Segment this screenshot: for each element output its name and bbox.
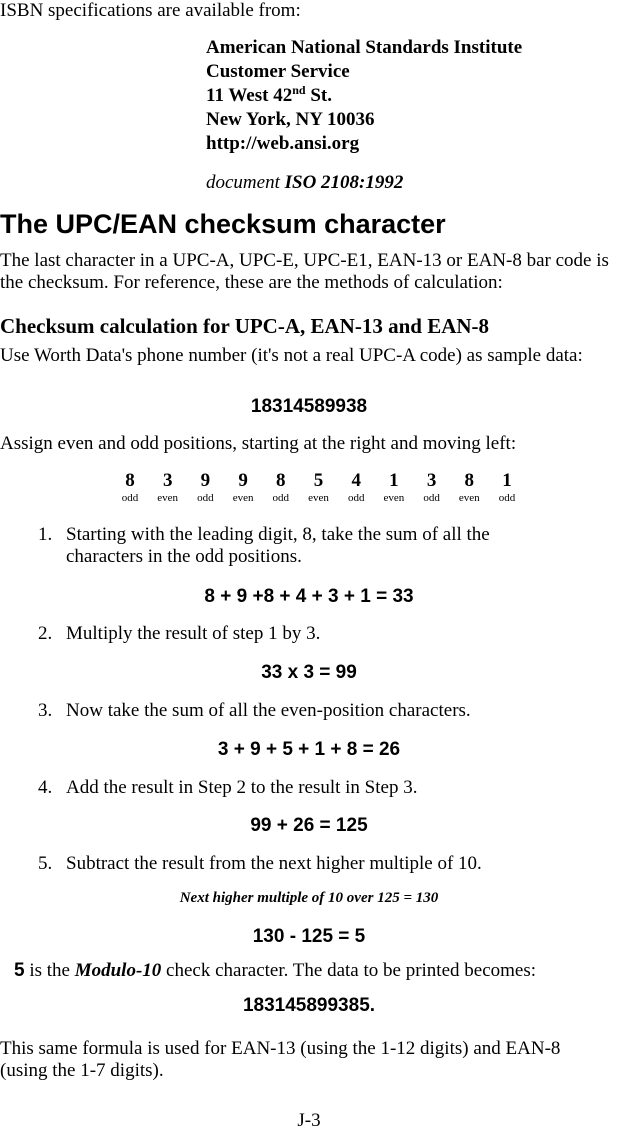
sample-number: 18314589938 — [250, 396, 368, 417]
digit-column — [188, 470, 222, 504]
subheading: Checksum calculation for UPC-A, EAN-13 and EAN-8 — [0, 314, 490, 338]
digit-value: 8 — [125, 470, 135, 491]
digit-parity: even — [383, 492, 405, 504]
result-text-2: check character. The data to be printed becomes: — [161, 960, 537, 981]
assign-text: Assign even and odd positions, starting at the right and moving left: — [0, 433, 517, 454]
digit-parity: even — [458, 492, 480, 504]
digit-value: 8 — [464, 470, 475, 491]
address-street-number: 11 West 42 — [206, 85, 293, 106]
modulo-label: Modulo-10 — [74, 960, 162, 981]
digit-value: 3 — [426, 470, 437, 491]
step-5-number: 5. — [38, 853, 53, 874]
digit-value: 8 — [276, 470, 286, 491]
digit-value: 1 — [389, 470, 399, 491]
digit-parity: odd — [197, 492, 214, 504]
result-line — [14, 960, 536, 982]
digit-column — [490, 470, 524, 504]
address-street — [206, 85, 332, 107]
document-value: ISO 2108:1992 — [284, 172, 404, 193]
address-url[interactable]: http://web.ansi.org — [206, 133, 360, 154]
printed-data: 183145899385. — [242, 995, 376, 1016]
digit-column — [302, 470, 336, 504]
intro-text: ISBN specifications are available from: — [0, 0, 301, 21]
digit-value: 5 — [313, 470, 324, 491]
digit-parity: odd — [272, 492, 290, 504]
step-3-text: Now take the sum of all the even-position characters. — [66, 700, 471, 721]
digit-parity: odd — [423, 492, 440, 504]
address-city: New York, NY 10036 — [206, 109, 375, 130]
digit-column — [113, 470, 147, 504]
digit-column — [415, 470, 449, 504]
step-2-equation: 33 x 3 = 99 — [261, 662, 357, 683]
address-dept: Customer Service — [206, 61, 350, 82]
digit-value: 3 — [162, 470, 173, 491]
heading-paragraph: The last character in a UPC-A, UPC-E, UPC-E1, EAN-13 or EAN-8 bar code is the checksum. For reference, these are the methods of calculation: — [0, 250, 609, 293]
digit-column — [452, 470, 486, 504]
step-5-text: Subtract the result from the next higher multiple of 10. — [66, 853, 482, 874]
digit-column — [377, 470, 411, 504]
step-1-number: 1. — [38, 524, 53, 545]
document-ref — [206, 172, 403, 194]
digit-parity: even — [232, 492, 254, 504]
digit-value: 9 — [200, 470, 211, 491]
digit-column — [226, 470, 260, 504]
section-heading: The UPC/EAN checksum character — [0, 209, 446, 239]
closing-paragraph: This same formula is used for EAN-13 (using the 1-12 digits) and EAN-8 (using the 1-7 digits). — [0, 1038, 561, 1081]
step-2-number: 2. — [38, 623, 53, 644]
digit-parity: odd — [121, 492, 139, 504]
check-digit: 5 — [14, 960, 25, 981]
digit-value: 4 — [351, 470, 361, 491]
step-4-text: Add the result in Step 2 to the result in Step 3. — [66, 777, 418, 798]
digit-parity: odd — [498, 492, 516, 504]
step-1-equation: 8 + 9 +8 + 4 + 3 + 1 = 33 — [204, 586, 414, 607]
digit-column — [151, 470, 185, 504]
digit-parity: odd — [347, 492, 365, 504]
step-3-equation: 3 + 9 + 5 + 1 + 8 = 26 — [217, 739, 401, 760]
step-4-number: 4. — [38, 777, 53, 798]
document-label: document — [206, 172, 285, 193]
step-3-number: 3. — [38, 700, 53, 721]
final-equation: 130 - 125 = 5 — [252, 926, 366, 947]
next-multiple-note: Next higher multiple of 10 over 125 = 130 — [179, 890, 439, 906]
address-street-name: St. — [305, 85, 332, 106]
page-number: J-3 — [297, 1110, 321, 1131]
result-text-1: is the — [24, 960, 75, 981]
digit-column — [339, 470, 373, 504]
digit-value: 9 — [238, 470, 248, 491]
digit-column — [264, 470, 298, 504]
address-street-suffix: nd — [292, 83, 306, 97]
digit-value: 1 — [502, 470, 512, 491]
step-4-equation: 99 + 26 = 125 — [250, 815, 368, 836]
address-org: American National Standards Institute — [206, 37, 523, 58]
step-1-text: Starting with the leading digit, 8, take the sum of all the characters in the odd positions. — [66, 524, 490, 567]
sample-text: Use Worth Data's phone number (it's not a real UPC-A code) as sample data: — [0, 345, 583, 366]
step-2-text: Multiply the result of step 1 by 3. — [66, 623, 321, 644]
digit-parity: even — [157, 492, 179, 504]
digit-parity: even — [308, 492, 329, 504]
